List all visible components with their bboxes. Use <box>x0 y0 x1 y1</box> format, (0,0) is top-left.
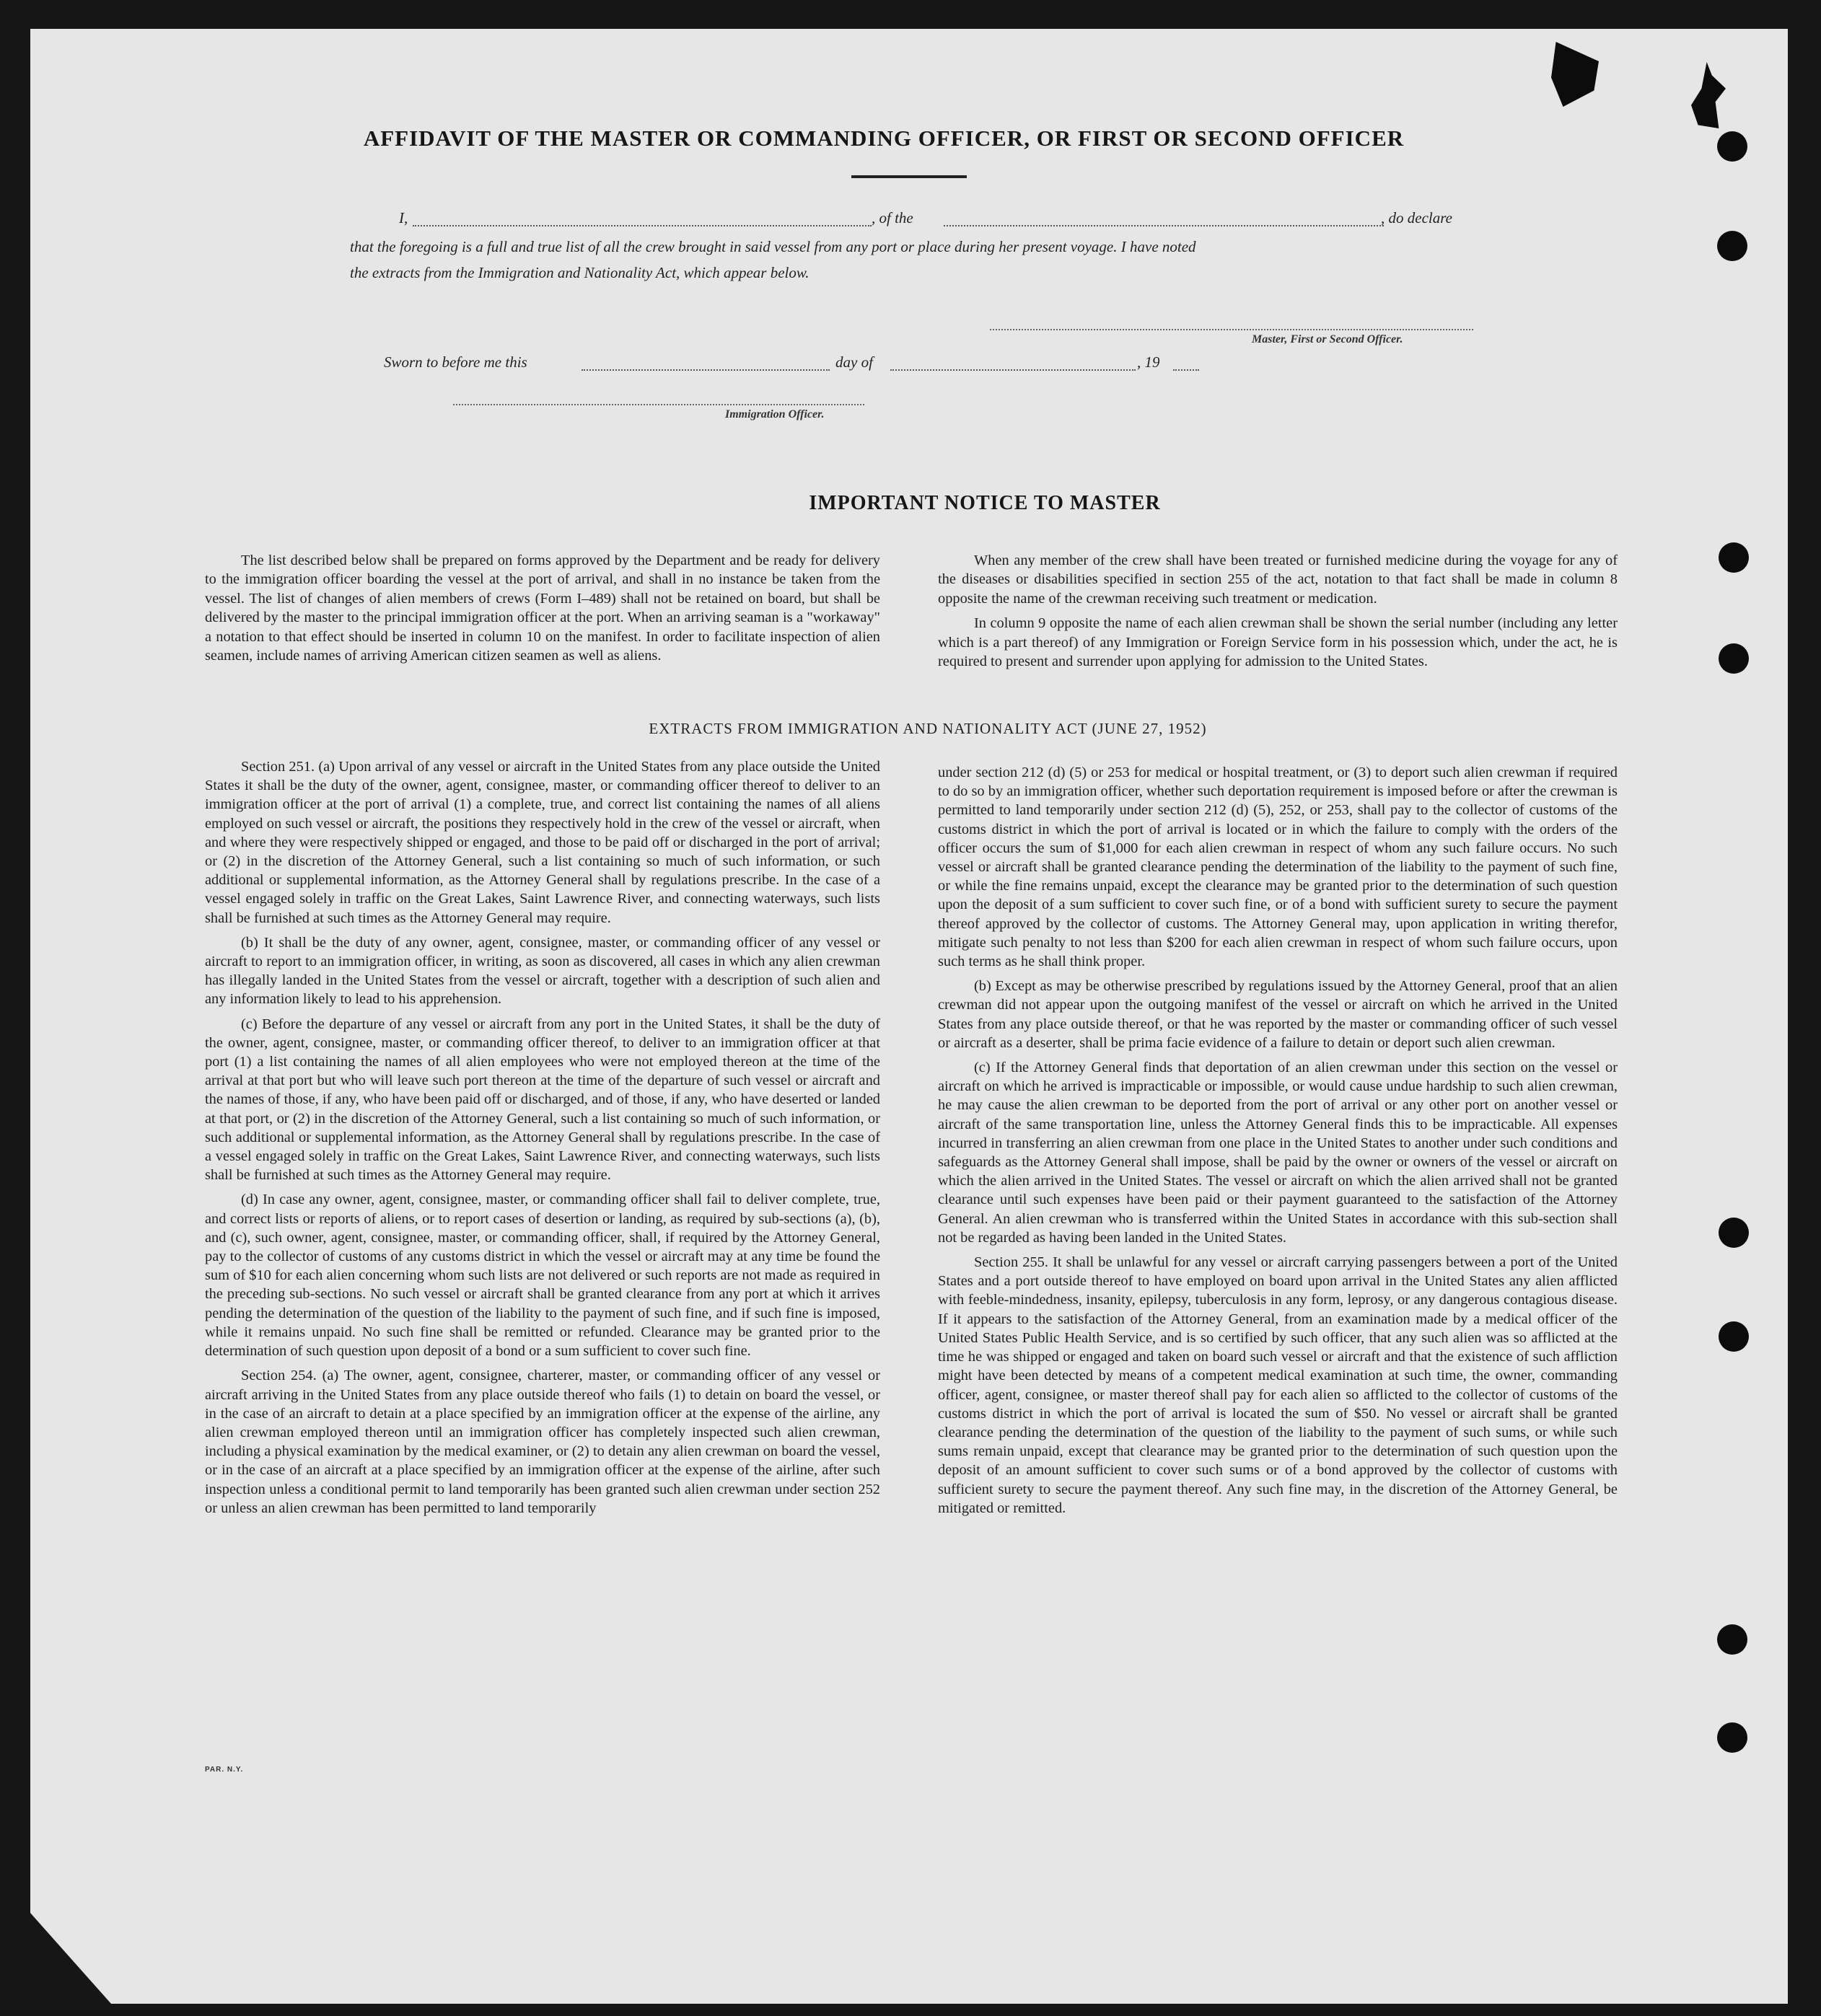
binder-hole <box>1717 1722 1747 1753</box>
declarant-name-field[interactable] <box>413 225 872 226</box>
year-label: , 19 <box>1137 353 1160 371</box>
declaration-line-2: the extracts from the Immigration and Nationality Act, which appear below. <box>350 264 809 281</box>
officer-signature-line[interactable] <box>453 404 864 405</box>
binder-hole <box>1719 643 1749 674</box>
extracts-left-column <box>205 757 880 1523</box>
section-255: Section 255. It shall be unlawful for any vessel or aircraft carrying passengers between a port of the United States and a port outside thereof to have employed on board upon arrival in the United States any alien afflicted with feeble-mindedness, insanity, epilepsy, tuberculosis in any form, leprosy, or any dangerous contagious disease. If it appears to the satisfaction of the Attorney General, from an examination made by a medical officer of the United States Public Health Service, and is so certified by such officer, that any such alien was so afflicted at the time he was shipped or engaged and taken on board such vessel or aircraft and that the existence of such affliction might have been detected by means of a competent medical examination at such time, the owner, commanding officer, agent, consignee, or master thereof shall pay for each alien so afflicted to the collector of customs of the customs district in which the port of arrival is located the sum of $50. No vessel or aircraft shall be granted clearance pending the determination of the question of the liability to the payment of such sums, or while such sums remain unpaid, except that clearance may be granted prior to the determination of such question upon the deposit of an amount sufficient to cover such sums or of a bond approved by the collector of customs with sufficient surety to secure the payment thereof. Any such fine may, in the discretion of the Attorney General, be mitigated or remitted. <box>938 1254 1618 1516</box>
notice-left-paragraph: The list described below shall be prepared on forms approved by the Department and be ready for delivery to the immigration officer boarding the vessel at the port of arrival, and shall in no instance be taken from the vessel. The list of changes of alien members of crews (Form I–489) shall not be retained on board, but shall be delivered by the master to the principal immigration officer at the port. When an arriving seaman is a "workaway" a notation to that effect should be inserted in column 10 on the manifest. In order to facilitate inspection of alien seamen, include names of arriving American citizen seamen as well as aliens. <box>205 553 880 664</box>
sworn-year-field[interactable] <box>1173 369 1199 371</box>
section-254-b: (b) Except as may be otherwise prescribed by regulations issued by the Attorney General, proof that an alien crewman did not appear upon the outgoing manifest of the vessel or aircraft on which he arrived in the United States from any place outside thereof, or that he was reported by the master or commanding officer of such vessel or aircraft as a deserter, shall be prima facie evidence of a failure to detain or deport such alien crewman. <box>938 978 1618 1051</box>
declarant-label: I, <box>399 209 408 226</box>
affidavit-title: AFFIDAVIT OF THE MASTER OR COMMANDING OFFICER, OR FIRST OR SECOND OFFICER <box>363 126 1405 151</box>
binder-hole <box>1719 1218 1749 1248</box>
vessel-name-field[interactable] <box>944 225 1384 226</box>
section-254-a-continued: under section 212 (d) (5) or 253 for medical or hospital treatment, or (3) to deport such alien crewman if required to do so by an immigration officer, whether such deportation requirement is imposed before or after the crewman is permitted to land temporarily under section 212 (d) (5), 252, or 253, shall pay to the collector of customs of the customs district in which the port of arrival is located or in which the failure to comply with the orders of the officer occurs the sum of $1,000 for each alien crewman in respect of whom any such failure occurs. No such vessel or aircraft shall be granted clearance pending the determination of the liability to the payment of such fine, or while the fine remains unpaid, except the clearance may be granted prior to the determination of such question upon the deposit of a sum sufficient to cover such fine, or of a bond with sufficient surety to secure the payment thereof approved by the collector of customs. The Attorney General may, upon application in writing therefor, mitigate such penalty to not less than $200 for each alien crewman in respect of whom such failure occurs, upon such terms as he shall think proper. <box>938 765 1618 970</box>
do-declare-label: , do declare <box>1381 209 1452 226</box>
notice-right-paragraph-1: When any member of the crew shall have been treated or furnished medicine during the voyage for any of the diseases or disabilities specified in section 255 of the act, notation to that fact shall be made in column 8 opposite the name of the crewman receiving such treatment or medication. <box>938 553 1618 607</box>
binder-hole <box>1717 231 1747 261</box>
binder-hole <box>1717 131 1747 162</box>
of-the-label: , of the <box>872 209 913 226</box>
section-254-c: (c) If the Attorney General finds that deportation of an alien crewman under this section on the vessel or aircraft on which he arrived is impracticable or impossible, or would cause undue hardship to such alien crewman, he may cause the alien crewman to be deported from the port of arrival or any other port on another vessel or aircraft of the same transportation line, unless the Attorney General finds this to be impracticable. All expenses incurred in transferring an alien crewman from one place in the United States to another under such conditions and safeguards as the Attorney General shall impose, shall be paid by the owner or owners of the vessel or aircraft on which the alien arrived in the United States. The vessel or aircraft on which the alien arrived shall not be granted clearance until such expenses have been paid or their payment guaranteed to the satisfaction of the Attorney General. An alien crewman who is transferred within the United States in accordance with this sub-section shall not be regarded as having been landed in the United States. <box>938 1060 1618 1246</box>
notice-right-paragraph-2: In column 9 opposite the name of each alien crewman shall be shown the serial number (including any letter which is a part thereof) of any Immigration or Foreign Service form in his possession which, under the act, he is required to present and surrender upon applying for admission to the United States. <box>938 615 1618 670</box>
sworn-label: Sworn to before me this <box>384 353 527 371</box>
section-251-a: Section 251. (a) Upon arrival of any vessel or aircraft in the United States from any place outside the United States it shall be the duty of the owner, agent, consignee, master, or commanding officer thereof to deliver to an immigration officer at the port of arrival (1) a complete, true, and correct list containing the names of all aliens employed on such vessel or aircraft, the positions they respectively hold in the crew of the vessel or aircraft, when and where they were respectively shipped or engaged, and those to be paid off or discharged in the port of arrival; or (2) in the discretion of the Attorney General, such a list containing so much of such information, or such additional or supplemental information, as the Attorney General shall by regulations prescribe. In the case of a vessel engaged solely in traffic on the Great Lakes, Saint Lawrence River, and connecting waterways, such lists shall be furnished at such times as the Attorney General may require. <box>205 759 880 926</box>
extracts-title: EXTRACTS FROM IMMIGRATION AND NATIONALITY ACT (JUNE 27, 1952) <box>649 720 1207 737</box>
binder-hole <box>1719 1321 1749 1352</box>
section-251-d: (d) In case any owner, agent, consignee, master, or commanding officer shall fail to deliver complete, true, and correct lists or reports of aliens, or to report cases of desertion or landing, as required by sub-sections (a), (b), and (c), such owner, agent, consignee, master, or commanding officer, shall, if required by the Attorney General, pay to the collector of customs of any customs district in which the vessel or aircraft may at any time be found the sum of $10 for each alien concerning whom such lists are not delivered or such reports are not made as required in the preceding sub-sections. No such vessel or aircraft shall be granted clearance from any port at which it arrives pending the determination of the question of the liability to the payment of such fine, and if such fine is imposed, while it remains unpaid. No such fine shall be remitted or refunded. Clearance may be granted prior to the determination of such question upon deposit of a bond or a sum sufficient to cover such fine. <box>205 1192 880 1360</box>
master-signature-caption: Master, First or Second Officer. <box>1252 333 1403 345</box>
binder-hole <box>1719 542 1749 573</box>
binder-hole <box>1717 1624 1747 1655</box>
master-signature-line[interactable] <box>990 329 1473 330</box>
notice-title: IMPORTANT NOTICE TO MASTER <box>809 492 1161 514</box>
printer-mark: PAR. N.Y. <box>205 1766 244 1774</box>
section-251-b: (b) It shall be the duty of any owner, agent, consignee, master, or commanding officer of any vessel or aircraft to report to an immigration officer, in writing, as soon as discovered, all cases in which any alien crewman has illegally landed in the United States from the vessel or aircraft, together with a description of such alien and any information likely to lead to his apprehension. <box>205 934 880 1008</box>
extracts-right-column <box>938 763 1618 1523</box>
notice-left-column <box>205 551 880 671</box>
title-divider <box>851 175 967 178</box>
declaration-line-1: that the foregoing is a full and true list of all the crew brought in said vessel from any port or place during her present voyage. I have noted <box>350 238 1196 255</box>
sworn-day-field[interactable] <box>582 369 830 371</box>
sworn-month-field[interactable] <box>890 369 1136 371</box>
notice-right-column <box>938 551 1618 677</box>
section-251-c: (c) Before the departure of any vessel or aircraft from any port in the United States, it shall be the duty of the owner, agent, consignee, master, or commanding officer thereof, to deliver to an immigration officer at that port (1) a list containing the names of all alien employees who were not employed thereon at the time of the arrival at that port but who will leave such port thereon at the time of the departure of such vessel or aircraft and the names of those, if any, who have been paid off or discharged, and of those, if any, who have deserted or landed at that port, or (2) in the discretion of the Attorney General, such a list containing so much of such information, or such additional or supplemental information, as the Attorney General shall by regulations prescribe. In the case of a vessel engaged solely in traffic on the Great Lakes, Saint Lawrence River, and connecting waterways, such lists shall be furnished at such times as the Attorney General may require. <box>205 1016 880 1184</box>
section-254-a: Section 254. (a) The owner, agent, consignee, charterer, master, or commanding officer of any vessel or aircraft arriving in the United States from any place outside thereof who fails (1) to detain on board the vessel, or in the case of an aircraft to detain at a place specified by an immigration officer at the expense of the airline, any alien crewman employed thereon until an immigration officer has completely inspected such alien crewman, including a physical examination by the medical examiner, or (2) to detain any alien crewman on board the vessel, or in the case of an aircraft at a place specified by an immigration officer at the expense of the airline, after such inspection unless a conditional permit to land temporarily has been granted such alien crewman under section 252 or unless an alien crewman has been permitted to land temporarily <box>205 1368 880 1516</box>
officer-signature-caption: Immigration Officer. <box>725 408 825 421</box>
day-of-label: day of <box>835 353 873 371</box>
